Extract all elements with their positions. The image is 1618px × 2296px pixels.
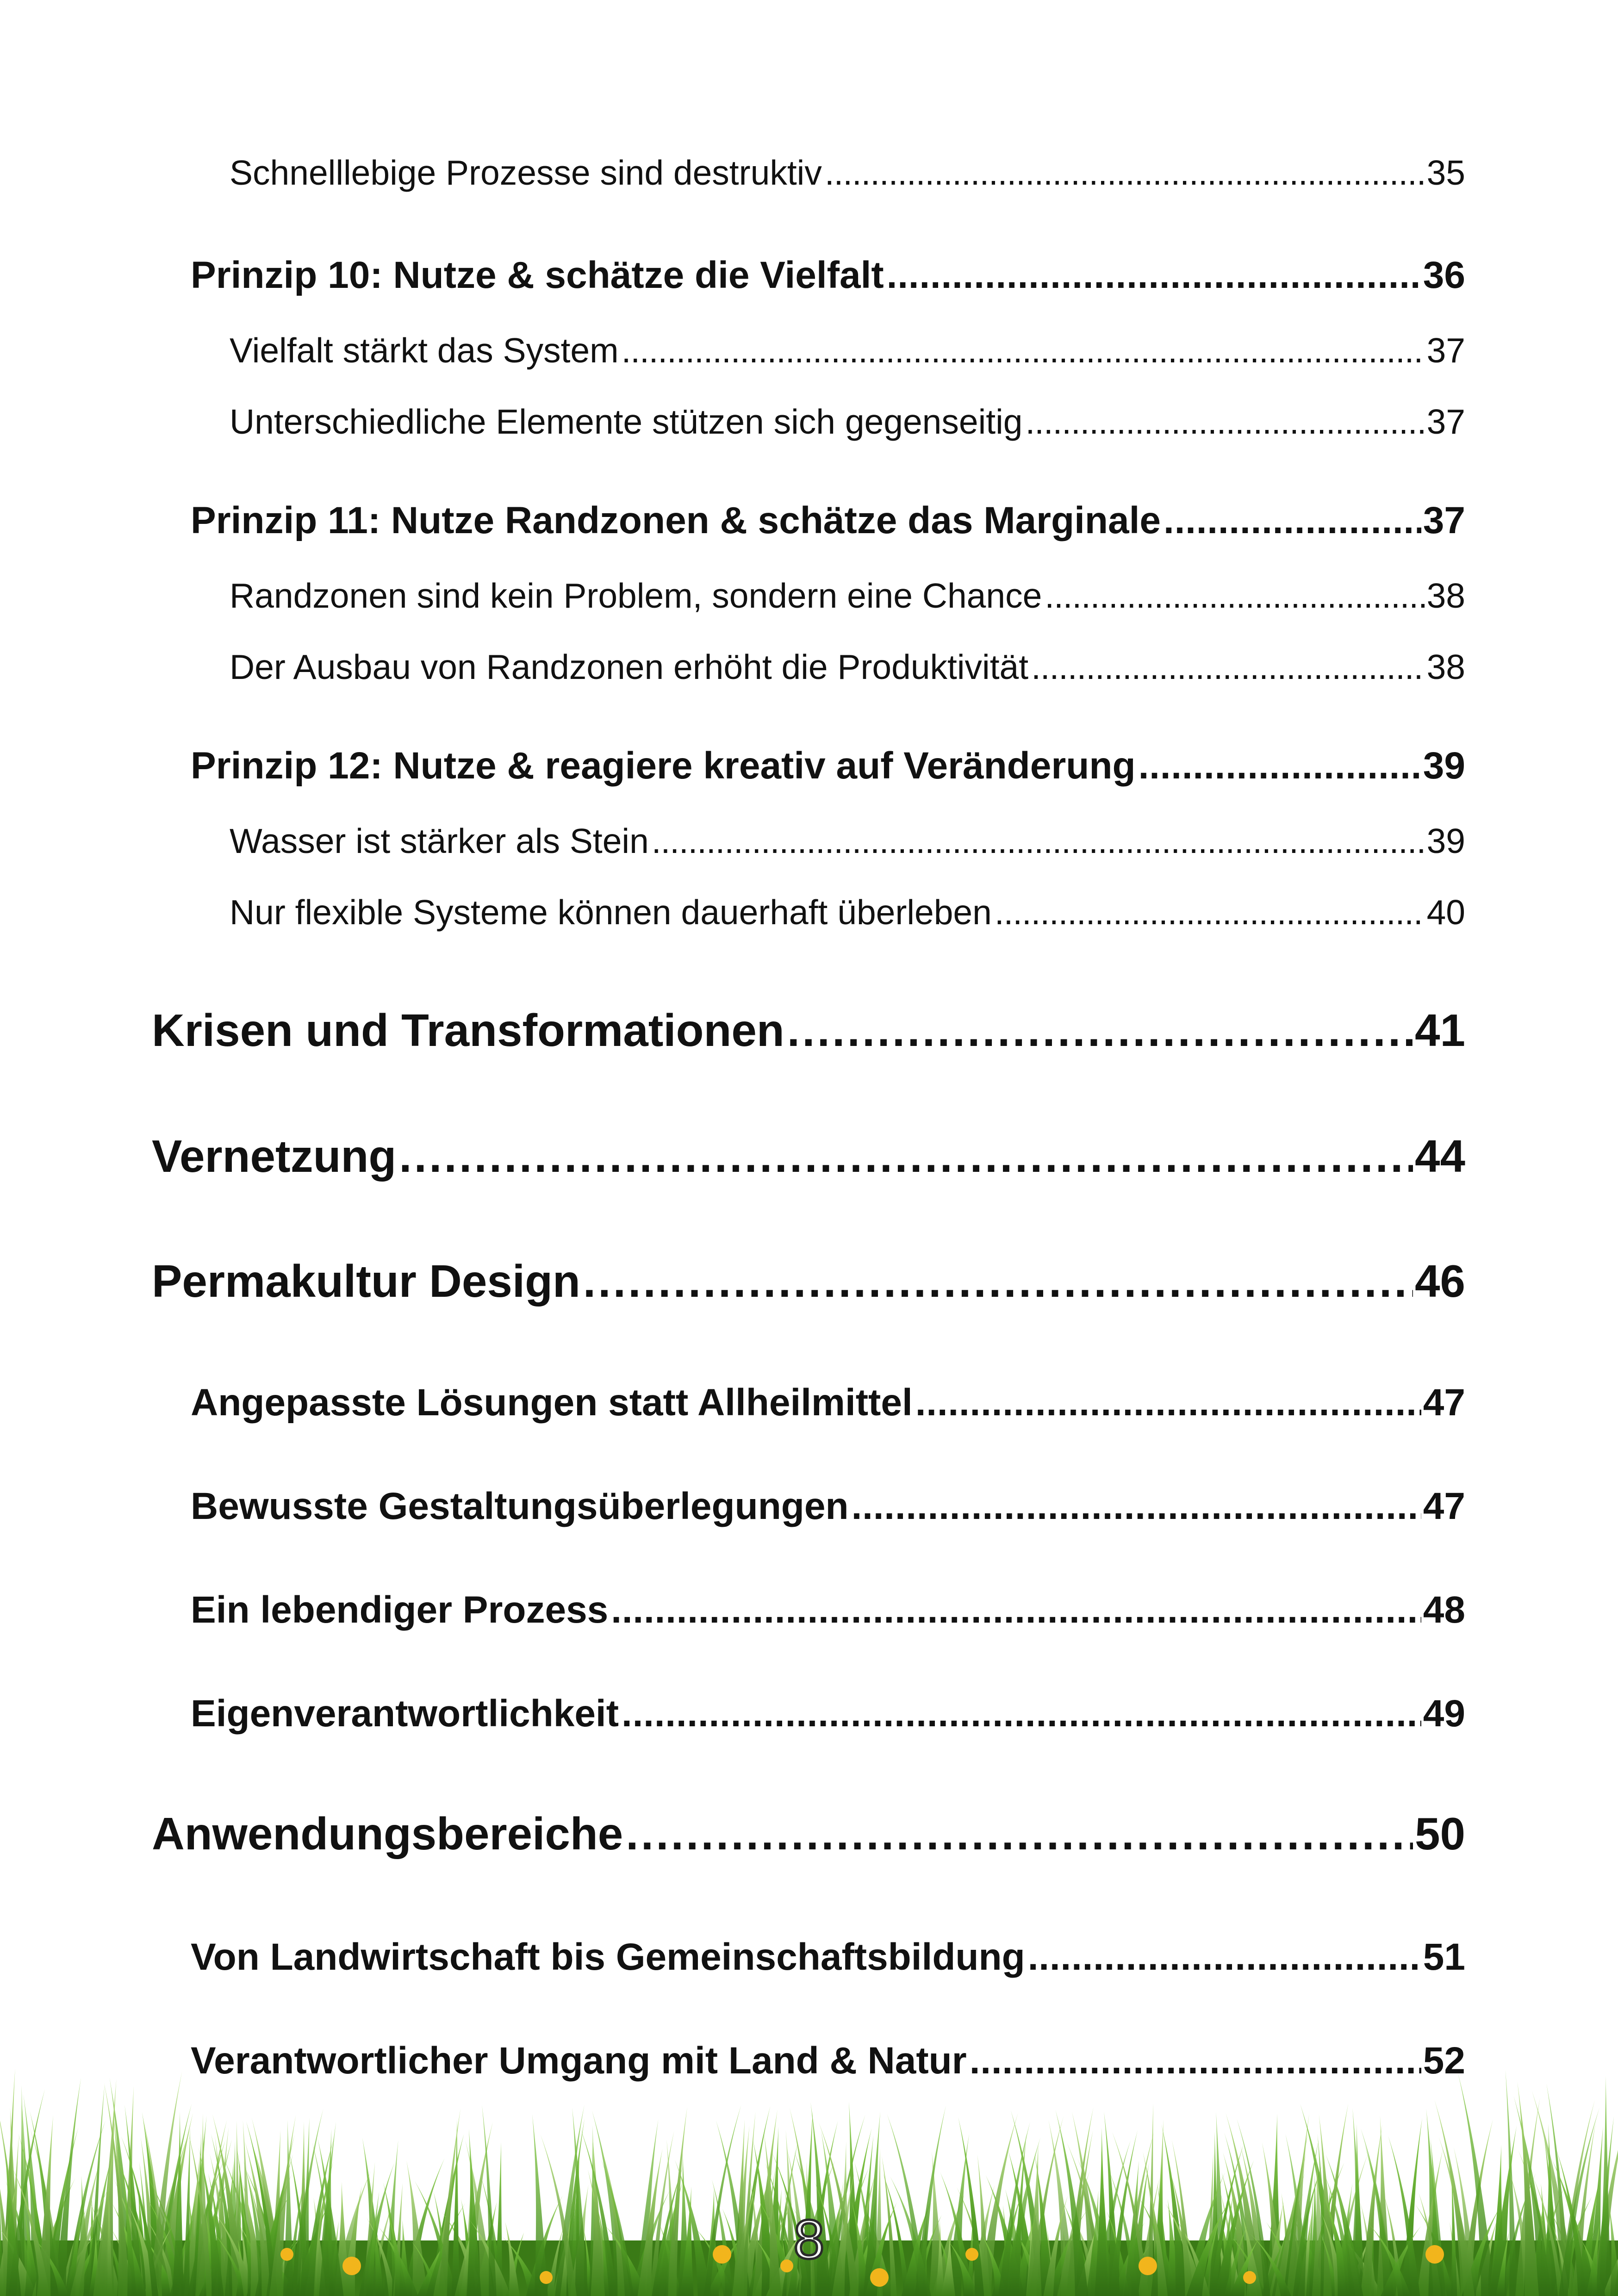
- dot-leader: [995, 892, 1425, 932]
- toc-entry-title: Vielfalt stärkt das System: [230, 331, 619, 370]
- flower: [540, 2271, 553, 2284]
- toc-page-number: 37: [1426, 331, 1465, 370]
- toc-entry-title: Verantwortlicher Umgang mit Land & Natur: [191, 2040, 967, 2082]
- toc-entry-title: Unterschiedliche Elemente stützen sich gegenseitig: [230, 402, 1023, 441]
- dot-leader: [622, 1692, 1421, 1736]
- toc-entry[interactable]: [152, 1130, 1465, 1182]
- page-number: 8: [793, 2209, 825, 2271]
- dot-leader: [1028, 1935, 1421, 1979]
- dot-leader: [1025, 402, 1425, 442]
- toc-entry-title: Prinzip 10: Nutze & schätze die Vielfalt: [191, 254, 884, 296]
- toc-entry[interactable]: [152, 1808, 1465, 1860]
- dot-leader: [622, 330, 1425, 370]
- toc-entry[interactable]: [191, 499, 1465, 542]
- toc-entry-title: Prinzip 12: Nutze & reagiere kreativ auf Veränderung: [191, 745, 1136, 787]
- toc-page-number: 41: [1414, 1005, 1465, 1056]
- toc-page-number: 37: [1426, 402, 1465, 441]
- toc-entry[interactable]: [230, 576, 1465, 616]
- toc-entry[interactable]: [191, 744, 1465, 788]
- toc-page-number: 46: [1414, 1256, 1465, 1307]
- toc-entry[interactable]: [230, 402, 1465, 442]
- toc-entry-title: Wasser ist stärker als Stein: [230, 821, 649, 860]
- dot-leader: [787, 1004, 1413, 1057]
- toc-entry[interactable]: [191, 1692, 1465, 1736]
- dot-leader: [399, 1130, 1413, 1182]
- toc-page-number: 38: [1426, 647, 1465, 686]
- dot-leader: [652, 821, 1425, 861]
- dot-leader: [583, 1255, 1413, 1307]
- dot-leader: [852, 1485, 1421, 1528]
- toc-page-number: 48: [1423, 1589, 1465, 1631]
- toc-page-number: 39: [1423, 745, 1465, 787]
- toc-entry-title: Permakultur Design: [152, 1256, 580, 1307]
- toc-entry-title: Prinzip 11: Nutze Randzonen & schätze das Marginale: [191, 499, 1161, 541]
- toc-page-number: 40: [1426, 893, 1465, 932]
- toc-page-number: 52: [1423, 2040, 1465, 2082]
- toc-entry[interactable]: [230, 821, 1465, 861]
- flower: [1243, 2271, 1256, 2284]
- dot-leader: [915, 1381, 1421, 1425]
- toc-page-number: 49: [1423, 1692, 1465, 1735]
- toc-entry[interactable]: [230, 330, 1465, 370]
- toc-entry[interactable]: [191, 1381, 1465, 1425]
- toc-entry[interactable]: [230, 892, 1465, 932]
- toc-entry[interactable]: [230, 647, 1465, 687]
- toc-page-number: 50: [1414, 1808, 1465, 1859]
- toc-entry-title: Bewusste Gestaltungsüberlegungen: [191, 1485, 849, 1527]
- dot-leader: [626, 1808, 1413, 1860]
- toc-entry-title: Schnelllebige Prozesse sind destruktiv: [230, 153, 822, 192]
- dot-leader: [1164, 499, 1421, 542]
- dot-leader: [887, 254, 1421, 297]
- toc-entry-title: Der Ausbau von Randzonen erhöht die Produktivität: [230, 647, 1029, 686]
- toc-entry-title: Krisen und Transformationen: [152, 1005, 784, 1056]
- toc-entry[interactable]: [191, 254, 1465, 297]
- toc-page-number: 38: [1426, 576, 1465, 615]
- toc-entry-title: Anwendungsbereiche: [152, 1808, 623, 1859]
- dot-leader: [1031, 647, 1425, 687]
- toc-page-number: 37: [1423, 499, 1465, 541]
- toc-entry-title: Angepasste Lösungen statt Allheilmittel: [191, 1381, 913, 1424]
- toc-entry[interactable]: [191, 1935, 1465, 1979]
- dot-leader: [611, 1588, 1421, 1632]
- toc-page-number: 44: [1414, 1131, 1465, 1182]
- toc-entry[interactable]: [152, 1255, 1465, 1307]
- toc-entry[interactable]: [230, 153, 1465, 193]
- toc-entry-title: Von Landwirtschaft bis Gemeinschaftsbildung: [191, 1936, 1025, 1978]
- toc-entry-title: Ein lebendiger Prozess: [191, 1589, 609, 1631]
- toc-page-number: 39: [1426, 821, 1465, 860]
- toc-page-number: 47: [1423, 1485, 1465, 1527]
- toc-entry-title: Eigenverantwortlichkeit: [191, 1692, 619, 1735]
- toc-entry-title: Vernetzung: [152, 1131, 397, 1182]
- toc-entry[interactable]: [152, 1004, 1465, 1057]
- toc-entry[interactable]: [191, 1485, 1465, 1528]
- dot-leader: [825, 153, 1425, 193]
- toc-page-number: 36: [1423, 254, 1465, 296]
- dot-leader: [1139, 744, 1421, 788]
- toc-entry-title: Randzonen sind kein Problem, sondern eine Chance: [230, 576, 1042, 615]
- toc-entry[interactable]: [191, 1588, 1465, 1632]
- toc-page-number: 47: [1423, 1381, 1465, 1424]
- dot-leader: [1045, 576, 1425, 616]
- toc-page-number: 51: [1423, 1936, 1465, 1978]
- toc-page-number: 35: [1426, 153, 1465, 192]
- toc-entry-title: Nur flexible Systeme können dauerhaft überleben: [230, 893, 992, 932]
